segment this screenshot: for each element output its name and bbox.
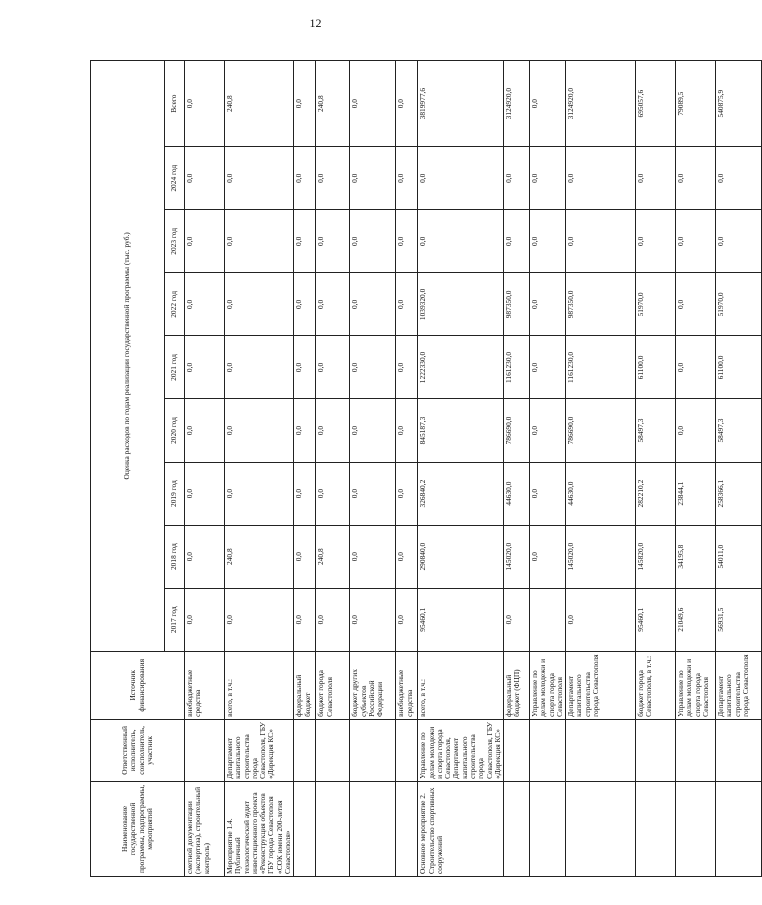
cell-value: 0,0 <box>225 462 294 525</box>
cell-value: 145820,0 <box>636 525 676 588</box>
cell-value: 786690,0 <box>566 399 636 462</box>
row-name: Основное мероприятие 2. Строительство спортивных сооружений <box>418 781 504 876</box>
cell-value: 145020,0 <box>504 525 530 588</box>
header-year: 2024 год <box>165 147 185 210</box>
row-source: Департамент капитального строительства города Севастополя <box>716 651 762 719</box>
cell-value: 987350,0 <box>566 273 636 336</box>
row-source: Управление по делам молодежи и спорта города Севастополя <box>676 651 716 719</box>
cell-value: 0,0 <box>504 147 530 210</box>
cell-value: 58497,3 <box>716 399 762 462</box>
cell-value: 0,0 <box>225 588 294 651</box>
row-source: федеральный бюджет (ФЦП) <box>504 651 530 719</box>
cell-value: 51970,0 <box>636 273 676 336</box>
cell-value: 0,0 <box>185 336 225 399</box>
cell-value: 0,0 <box>350 61 396 147</box>
cell-value: 0,0 <box>716 210 762 273</box>
header-name: Наименование государственной программы, подпрограммы, мероприятий <box>91 781 185 876</box>
row-name <box>350 781 396 876</box>
row-executor <box>716 719 762 781</box>
cell-value: 0,0 <box>316 210 350 273</box>
cell-value: 240,8 <box>225 61 294 147</box>
cell-value: 21049,6 <box>676 588 716 651</box>
page-number: 12 <box>309 16 322 30</box>
row-source: федеральный бюджет <box>294 651 316 719</box>
cell-value: 0,0 <box>676 399 716 462</box>
cell-value: 695057,6 <box>636 61 676 147</box>
cell-value: 1161230,0 <box>504 336 530 399</box>
row-executor <box>566 719 636 781</box>
cell-value: 0,0 <box>396 462 418 525</box>
cell-value: 0,0 <box>350 273 396 336</box>
cell-value: 44630,0 <box>504 462 530 525</box>
cell-value: 0,0 <box>316 147 350 210</box>
cell-value: 0,0 <box>418 147 504 210</box>
cell-value: 0,0 <box>530 336 566 399</box>
cell-value: 34195,8 <box>676 525 716 588</box>
cell-value: 540875,9 <box>716 61 762 147</box>
table-row <box>418 61 504 877</box>
cell-value: 786690,0 <box>504 399 530 462</box>
header-source: Источник финансирования <box>91 651 185 719</box>
row-executor <box>676 719 716 781</box>
cell-value: 0,0 <box>350 399 396 462</box>
header-year: 2020 год <box>165 399 185 462</box>
row-executor <box>350 719 396 781</box>
cell-value: 44630,0 <box>566 462 636 525</box>
header-year: 2021 год <box>165 336 185 399</box>
cell-value: 0,0 <box>316 588 350 651</box>
cell-value: 23844,1 <box>676 462 716 525</box>
row-name: Мероприятие 1.4. Публичный технологический аудит инвестиционного проекта «Реконструкция объектов ГБУ города Севастополя «СОК имени 200-летия Севастополя» <box>225 781 294 876</box>
cell-value: 1039320,0 <box>418 273 504 336</box>
cell-value: 0,0 <box>185 525 225 588</box>
cell-value <box>530 588 566 651</box>
cell-value: 326840,2 <box>418 462 504 525</box>
cell-value: 0,0 <box>566 588 636 651</box>
cell-value: 0,0 <box>530 525 566 588</box>
table-row <box>316 61 350 877</box>
table-row <box>225 61 294 877</box>
cell-value: 79089,5 <box>676 61 716 147</box>
row-executor <box>185 719 225 781</box>
cell-value: 0,0 <box>566 147 636 210</box>
row-name <box>530 781 566 876</box>
cell-value: 0,0 <box>316 336 350 399</box>
cell-value: 258366,1 <box>716 462 762 525</box>
cell-value: 0,0 <box>294 61 316 147</box>
cell-value: 0,0 <box>225 336 294 399</box>
cell-value: 0,0 <box>316 462 350 525</box>
cell-value: 240,8 <box>225 525 294 588</box>
cell-value: 0,0 <box>350 462 396 525</box>
cell-value: 0,0 <box>350 210 396 273</box>
header-year: 2023 год <box>165 210 185 273</box>
cell-value: 0,0 <box>530 147 566 210</box>
cell-value: 61100,0 <box>716 336 762 399</box>
cell-value: 0,0 <box>396 61 418 147</box>
header-year: 2018 год <box>165 525 185 588</box>
cell-value: 3819977,6 <box>418 61 504 147</box>
table-row <box>294 61 316 877</box>
row-name <box>676 781 716 876</box>
cell-value: 0,0 <box>294 525 316 588</box>
cell-value: 0,0 <box>418 210 504 273</box>
cell-value: 0,0 <box>530 462 566 525</box>
cell-value: 0,0 <box>350 588 396 651</box>
cell-value: 0,0 <box>396 273 418 336</box>
cell-value: 145020,0 <box>566 525 636 588</box>
row-source: Управление по делам молодежи и спорта города Севастополя <box>530 651 566 719</box>
row-name: сметной документации (экспертиза), строительный контроль) <box>185 781 225 876</box>
cell-value: 0,0 <box>225 147 294 210</box>
table-row <box>350 61 396 877</box>
cell-value: 0,0 <box>676 273 716 336</box>
row-name <box>504 781 530 876</box>
row-name <box>316 781 350 876</box>
cell-value: 1161230,0 <box>566 336 636 399</box>
cell-value: 0,0 <box>676 147 716 210</box>
cell-value: 61100,0 <box>636 336 676 399</box>
table-row <box>676 61 716 877</box>
cell-value: 290840,0 <box>418 525 504 588</box>
cell-value: 0,0 <box>294 210 316 273</box>
cell-value: 54011,0 <box>716 525 762 588</box>
row-source: Департамент капитального строительства города Севастополя <box>566 651 636 719</box>
cell-value: 0,0 <box>530 210 566 273</box>
header-year: Всего <box>165 61 185 147</box>
cell-value: 0,0 <box>294 588 316 651</box>
cell-value: 845187,3 <box>418 399 504 462</box>
cell-value: 0,0 <box>350 147 396 210</box>
row-executor: Управление по делам молодежи и спорта города Севастополя, Департамент капитального строительства города Севастополя, ГБУ «Дирекция КС» <box>418 719 504 781</box>
row-executor: Департамент капитального строительства города Севастополя, ГБУ «Дирекция КС» <box>225 719 294 781</box>
cell-value: 0,0 <box>294 336 316 399</box>
cell-value: 0,0 <box>225 399 294 462</box>
cell-value: 0,0 <box>316 399 350 462</box>
cell-value: 95460,1 <box>418 588 504 651</box>
cell-value: 0,0 <box>185 273 225 336</box>
cell-value: 0,0 <box>636 210 676 273</box>
cell-value: 0,0 <box>225 210 294 273</box>
cell-value: 0,0 <box>396 399 418 462</box>
row-name <box>396 781 418 876</box>
cell-value: 0,0 <box>396 147 418 210</box>
cell-value: 0,0 <box>676 336 716 399</box>
budget-table <box>90 60 762 877</box>
cell-value: 0,0 <box>185 462 225 525</box>
row-source: бюджет города Севастополя <box>316 651 350 719</box>
row-source: всего, в т.ч.: <box>225 651 294 719</box>
row-executor <box>530 719 566 781</box>
cell-value: 3124920,0 <box>504 61 530 147</box>
cell-value: 95460,1 <box>636 588 676 651</box>
table-row <box>530 61 566 877</box>
cell-value: 0,0 <box>396 210 418 273</box>
cell-value: 0,0 <box>350 525 396 588</box>
header-year: 2019 год <box>165 462 185 525</box>
cell-value: 0,0 <box>716 147 762 210</box>
cell-value: 58497,3 <box>636 399 676 462</box>
header-year: 2017 год <box>165 588 185 651</box>
header-estimate: Оценка расходов по годам реализации государственной программы (тыс. руб.) <box>91 61 165 652</box>
cell-value: 1222330,0 <box>418 336 504 399</box>
cell-value: 56931,5 <box>716 588 762 651</box>
cell-value: 282210,2 <box>636 462 676 525</box>
row-name <box>566 781 636 876</box>
cell-value: 0,0 <box>530 399 566 462</box>
row-source: внебюджетные средства <box>396 651 418 719</box>
row-executor <box>396 719 418 781</box>
row-executor <box>294 719 316 781</box>
cell-value: 240,8 <box>316 525 350 588</box>
cell-value: 0,0 <box>504 210 530 273</box>
cell-value: 0,0 <box>350 336 396 399</box>
header-year: 2022 год <box>165 273 185 336</box>
row-name <box>636 781 676 876</box>
rotated-table-wrapper <box>90 60 751 877</box>
cell-value: 0,0 <box>316 273 350 336</box>
table-row <box>504 61 530 877</box>
cell-value: 0,0 <box>636 147 676 210</box>
row-source: всего, в т.ч.: <box>418 651 504 719</box>
row-name <box>294 781 316 876</box>
table-row <box>716 61 762 877</box>
table-row <box>185 61 225 877</box>
cell-value: 0,0 <box>225 273 294 336</box>
cell-value: 0,0 <box>294 273 316 336</box>
row-source: бюджет других субъектов Российской Федерации <box>350 651 396 719</box>
cell-value: 0,0 <box>185 147 225 210</box>
cell-value: 0,0 <box>185 61 225 147</box>
cell-value: 0,0 <box>185 588 225 651</box>
cell-value: 0,0 <box>294 462 316 525</box>
row-source: бюджет города Севастополя, в т.ч.: <box>636 651 676 719</box>
cell-value: 0,0 <box>530 273 566 336</box>
cell-value: 987350,0 <box>504 273 530 336</box>
cell-value: 0,0 <box>294 147 316 210</box>
cell-value: 0,0 <box>396 525 418 588</box>
cell-value: 0,0 <box>396 588 418 651</box>
row-source: внебюджетные средства <box>185 651 225 719</box>
cell-value: 0,0 <box>185 210 225 273</box>
row-executor <box>316 719 350 781</box>
cell-value: 0,0 <box>566 210 636 273</box>
cell-value: 0,0 <box>676 210 716 273</box>
table-row <box>566 61 636 877</box>
cell-value: 0,0 <box>396 336 418 399</box>
cell-value: 0,0 <box>530 61 566 147</box>
table-row <box>636 61 676 877</box>
row-name <box>716 781 762 876</box>
header-executor: Ответственный исполнитель, соисполнитель, участник <box>91 719 185 781</box>
table-row <box>396 61 418 877</box>
cell-value: 51970,0 <box>716 273 762 336</box>
cell-value: 3124920,0 <box>566 61 636 147</box>
row-executor <box>636 719 676 781</box>
row-executor <box>504 719 530 781</box>
cell-value: 0,0 <box>504 588 530 651</box>
cell-value: 0,0 <box>185 399 225 462</box>
cell-value: 0,0 <box>294 399 316 462</box>
cell-value: 240,8 <box>316 61 350 147</box>
